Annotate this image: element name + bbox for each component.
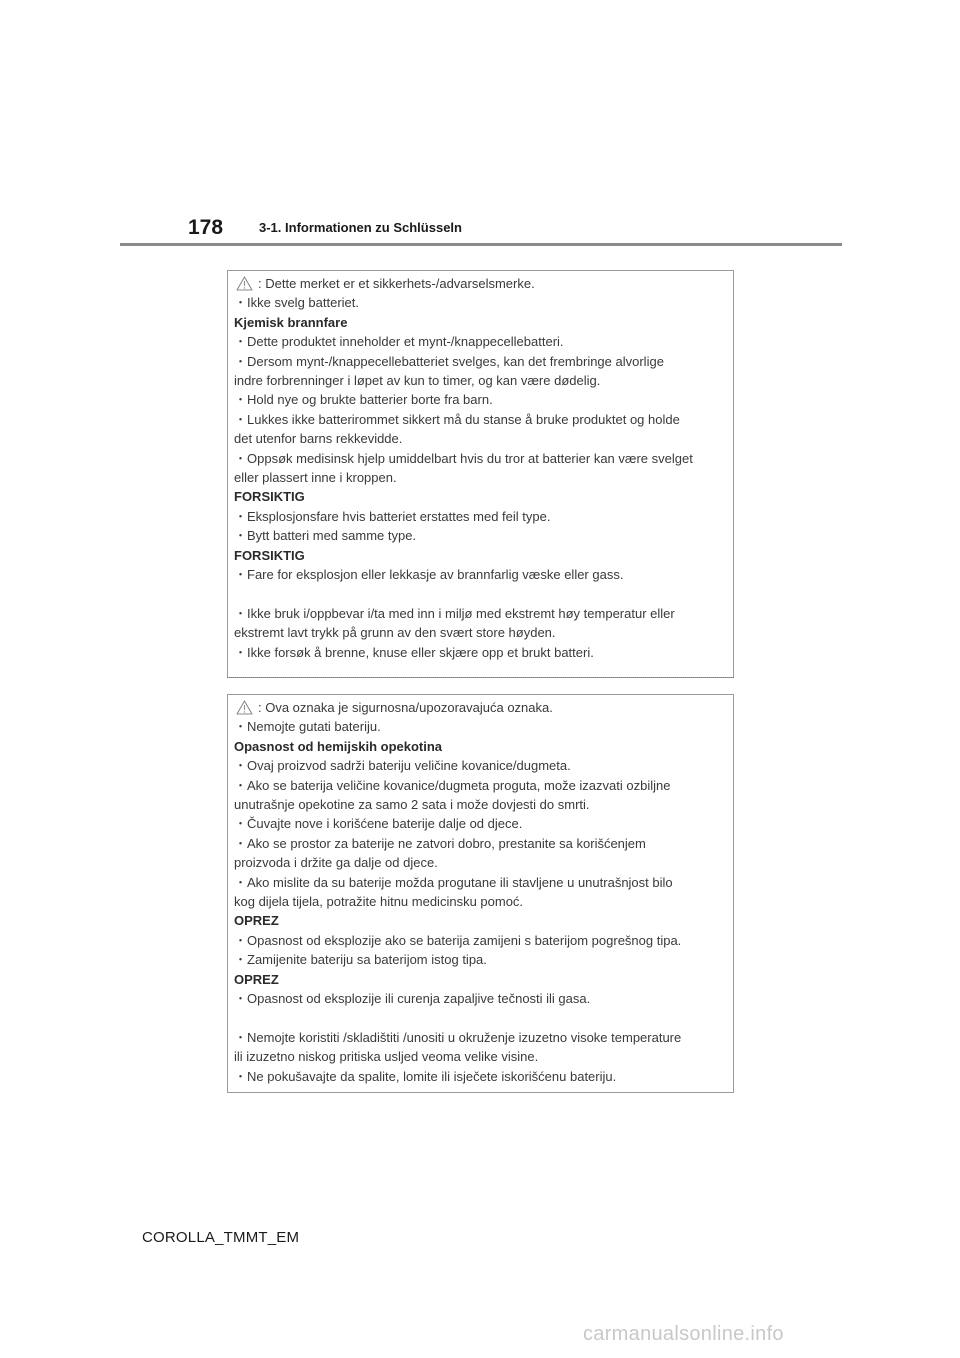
warning-text-line: ili izuzetno niskog pritiska usljed veoma velike visine. [234, 1049, 539, 1065]
warning-heading: FORSIKTIG [234, 489, 305, 505]
warning-text-line: ・Zamijenite bateriju sa baterijom istog tipa. [234, 952, 487, 968]
blank-line [234, 1009, 727, 1028]
warning-text-line: ・Dette produktet inneholder et mynt-/knappecellebatteri. [234, 334, 564, 350]
warning-heading: OPREZ [234, 971, 279, 987]
warning-heading: Opasnost od hemijskih opekotina [234, 738, 443, 754]
warning-text-line: ekstremt lavt trykk på grunn av den svært store høyden. [234, 625, 556, 641]
warning-text-line: ・Nemojte koristiti /skladištiti /unositi u okruženje izuzetno visoke temperature [234, 1029, 682, 1045]
warning-text-line: ・Čuvajte nove i korišćene baterije dalje od djece. [234, 816, 523, 832]
warning-text-line: ・Hold nye og brukte batterier borte fra barn. [234, 392, 493, 408]
page-number: 178 [188, 216, 224, 239]
watermark: carmanualsonline.info [583, 1323, 784, 1345]
warning-triangle-icon [236, 276, 253, 291]
warning-text-line: proizvoda i držite ga dalje od djece. [234, 855, 438, 871]
warning-text-line: det utenfor barns rekkevidde. [234, 431, 403, 447]
warning-text-line: unutrašnje opekotine za samo 2 sata i može dovjesti do smrti. [234, 797, 590, 813]
warning-text-line: ・Ako mislite da su baterije možda progutane ili stavljene u unutrašnjost bilo [234, 874, 673, 890]
warning-text-line: kog dijela tijela, potražite hitnu medicinsku pomoć. [234, 894, 524, 910]
warning-box-croatian [227, 694, 734, 1093]
warning-text-line: ・Nemojte gutati bateriju. [234, 719, 381, 735]
warning-heading: FORSIKTIG [234, 547, 305, 563]
warning-text-line: ・Ako se baterija veličine kovanice/dugmeta proguta, može izazvati ozbiljne [234, 777, 671, 793]
warning-label-text: : Ova oznaka je sigurnosna/upozoravajuća oznaka. [258, 700, 553, 715]
warning-text-line: ・Ne pokušavajte da spalite, lomite ili isječete iskorišćenu bateriju. [234, 1068, 617, 1084]
warning-text-line: indre forbrenninger i løpet av kun to timer, og kan være dødelig. [234, 373, 601, 389]
warning-text-line: ・Ikke svelg batteriet. [234, 295, 359, 311]
warning-box-norwegian [227, 270, 734, 678]
document-code: COROLLA_TMMT_EM [142, 1229, 300, 1246]
warning-text-line: ・Opasnost od eksplozije ili curenja zapaljive tečnosti ili gasa. [234, 991, 591, 1007]
warning-label-text: : Dette merket er et sikkerhets-/advarselsmerke. [258, 276, 535, 291]
warning-text-line: ・Fare for eksplosjon eller lekkasje av brannfarlig væske eller gass. [234, 567, 624, 583]
warning-text-line: ・Ikke bruk i/oppbevar i/ta med inn i miljø med ekstremt høy temperatur eller [234, 605, 675, 621]
warning-text-line: ・Opasnost od eksplozije ako se baterija zamijeni s baterijom pogrešnog tipa. [234, 932, 682, 948]
warning-triangle-icon [236, 700, 253, 715]
warning-text-line: ・Dersom mynt-/knappecellebatteriet svelges, kan det frembringe alvorlige [234, 353, 664, 369]
box-bottom-rule [227, 677, 734, 678]
warning-heading: OPREZ [234, 913, 279, 929]
warning-text-line: ・Bytt batteri med samme type. [234, 528, 417, 544]
warning-label-line [234, 698, 727, 717]
warning-label-line [234, 274, 727, 293]
blank-line [234, 585, 727, 604]
warning-text-line: ・Lukkes ikke batterirommet sikkert må du stanse å bruke produktet og holde [234, 411, 680, 427]
warning-heading: Kjemisk brannfare [234, 314, 348, 330]
warning-text-line: eller plassert inne i kroppen. [234, 470, 397, 486]
header-divider [120, 243, 842, 246]
warning-text-line: ・Ako se prostor za baterije ne zatvori dobro, prestanite sa korišćenjem [234, 835, 646, 851]
warning-text-line: ・Ikke forsøk å brenne, knuse eller skjære opp et brukt batteri. [234, 644, 594, 660]
warning-text-line: ・Eksplosjonsfare hvis batteriet erstattes med feil type. [234, 508, 551, 524]
warning-text-line: ・Oppsøk medisinsk hjelp umiddelbart hvis du tror at batterier kan være svelget [234, 450, 693, 466]
warning-text-line: ・Ovaj proizvod sadrži bateriju veličine kovanice/dugmeta. [234, 758, 571, 774]
section-title: 3-1. Informationen zu Schlüsseln [259, 220, 462, 235]
